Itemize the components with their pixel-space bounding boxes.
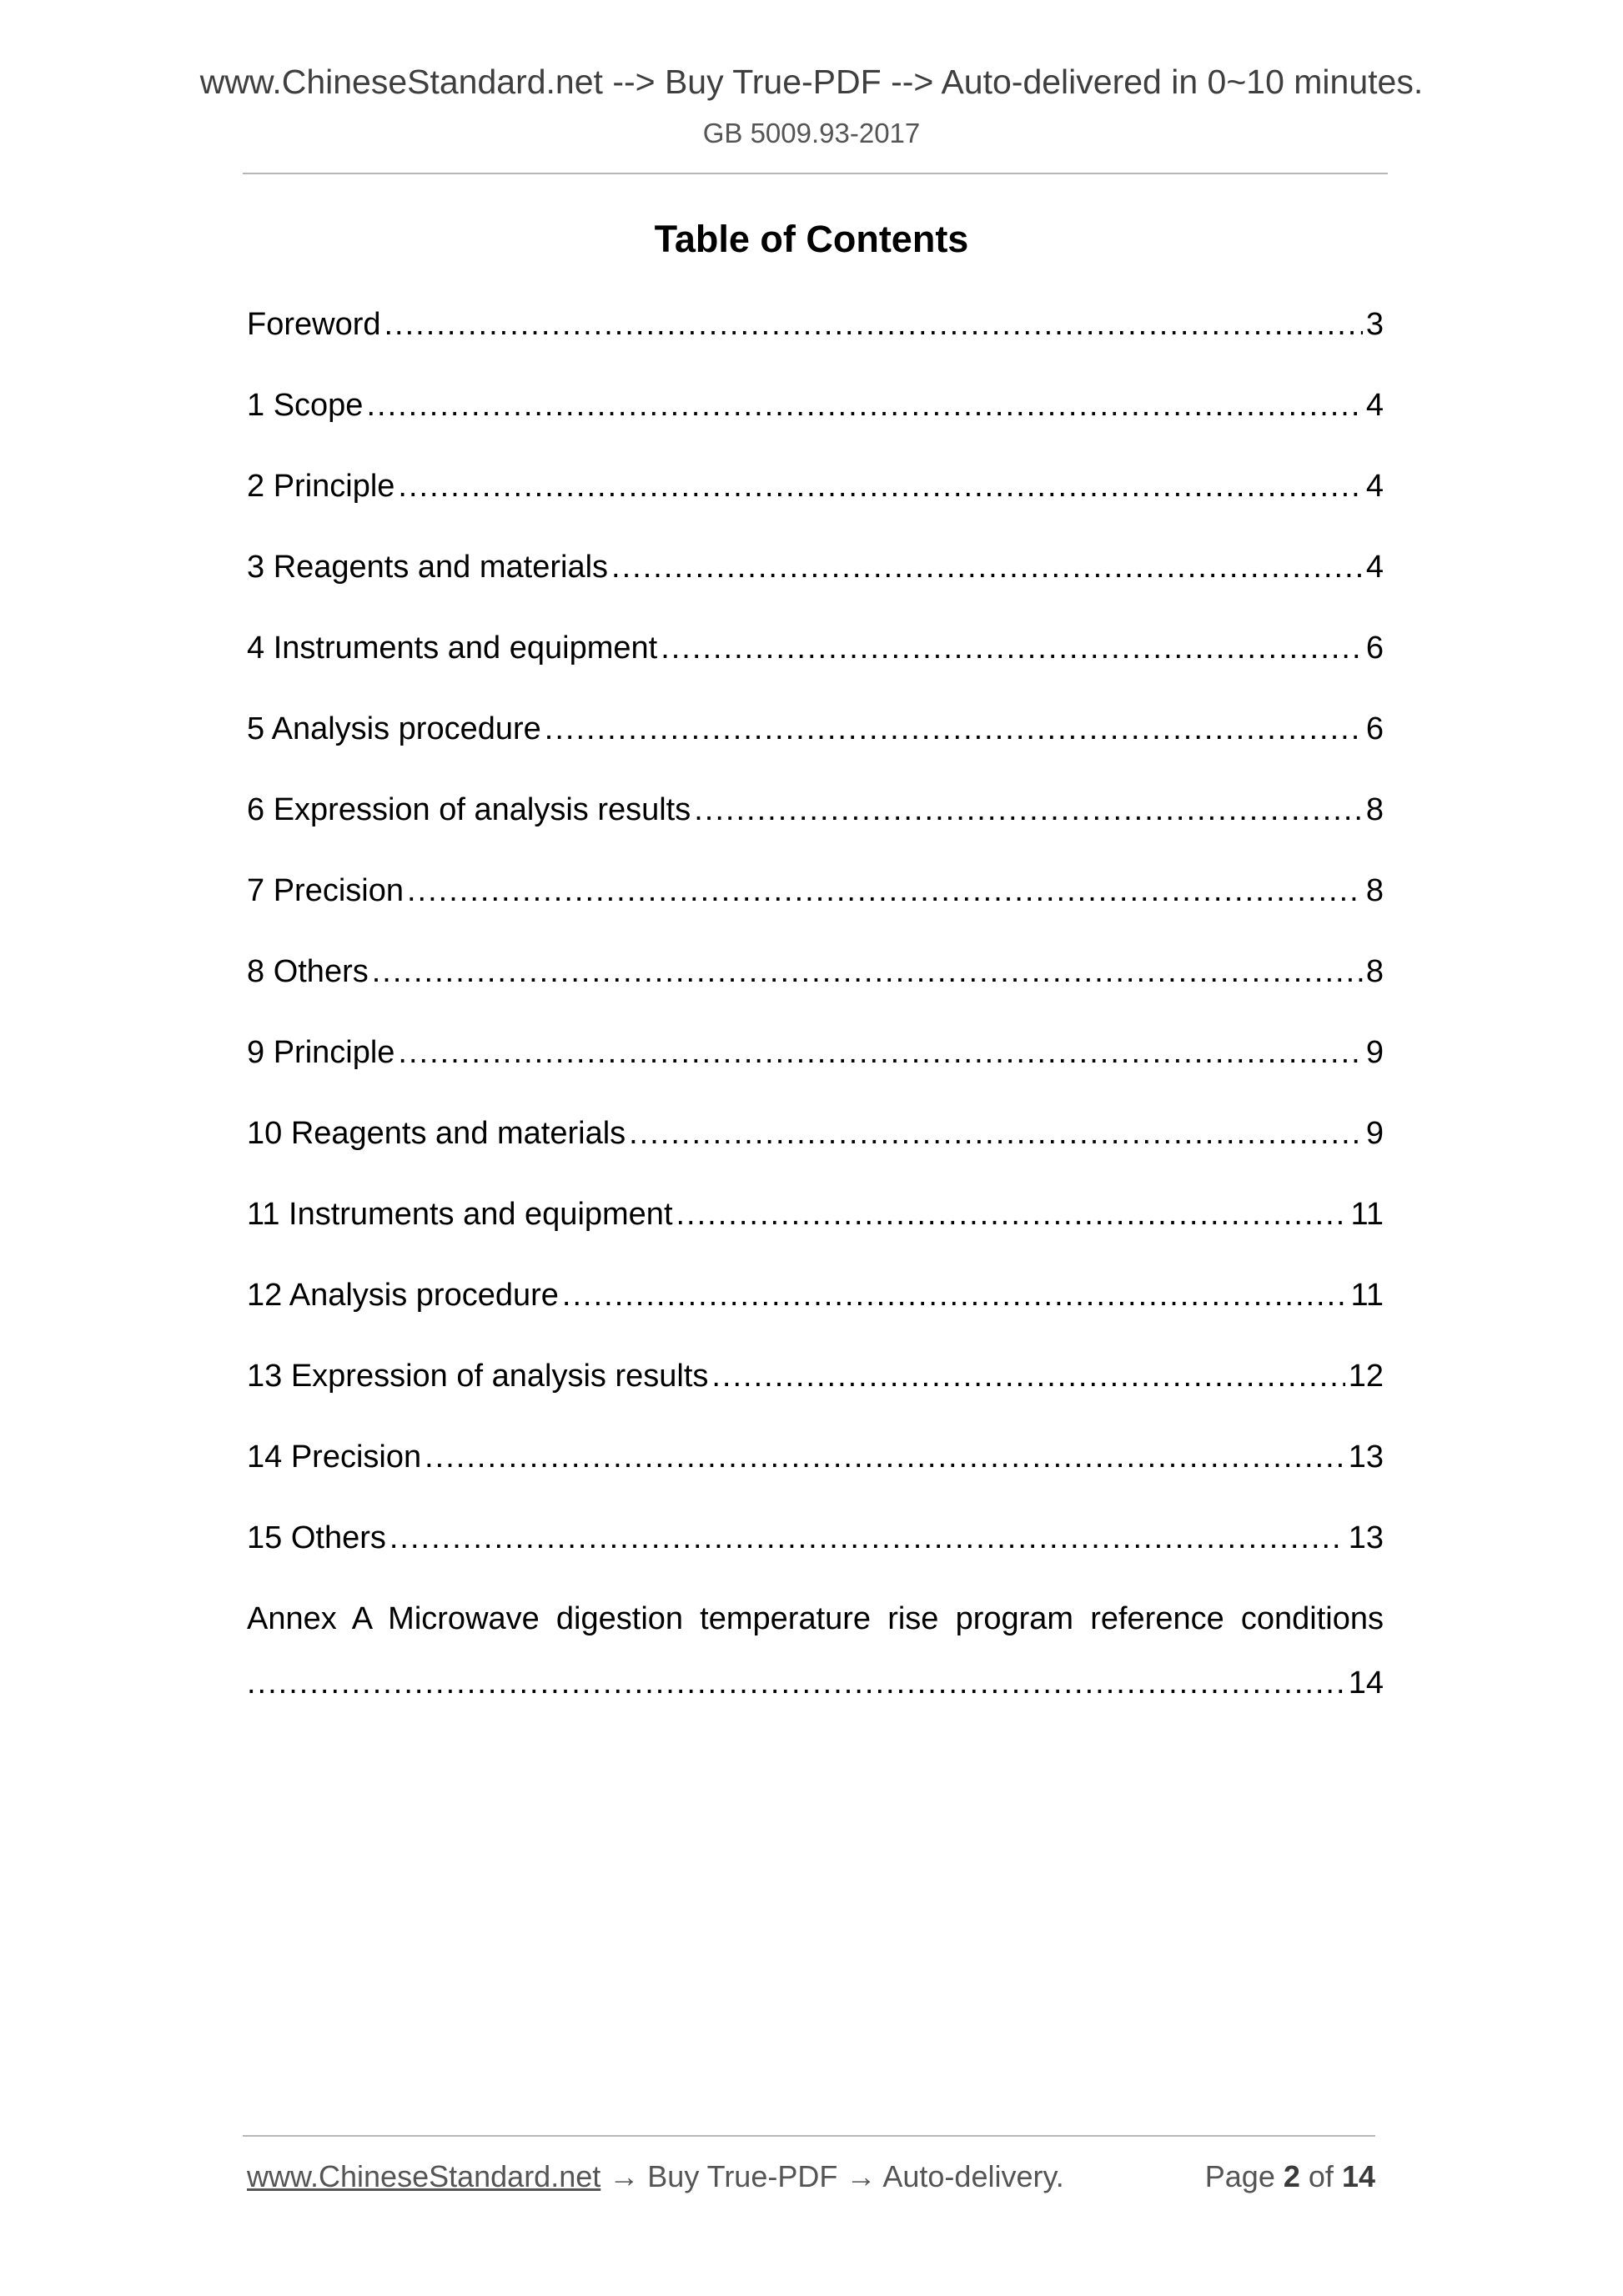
page-total: 14 — [1341, 2159, 1375, 2193]
toc-entry-label: 12 Analysis procedure — [247, 1279, 559, 1313]
toc-entry-label: 10 Reagents and materials — [247, 1118, 626, 1151]
toc-entry-page: 8 — [1365, 875, 1384, 908]
toc-entry-page: 8 — [1365, 794, 1384, 827]
toc-entry-expression-13[interactable] — [247, 1360, 1384, 1441]
footer-divider — [243, 2135, 1375, 2137]
toc-entry-principle-9[interactable] — [247, 1037, 1384, 1118]
toc-entry-page: 6 — [1365, 632, 1384, 666]
toc-entry-label: 6 Expression of analysis results — [247, 794, 691, 827]
toc-entry-page: 13 — [1348, 1522, 1384, 1555]
toc-leader-dots — [407, 875, 1363, 907]
toc-entry-label: 8 Others — [247, 956, 369, 989]
toc-entry-instruments-11[interactable] — [247, 1198, 1384, 1279]
toc-entry-label: 1 Scope — [247, 389, 364, 423]
header-banner: www.ChineseStandard.net --> Buy True-PDF --> Auto-delivered in 0~10 minutes. — [199, 63, 1424, 101]
toc-entry-precision[interactable] — [247, 875, 1384, 956]
toc-entry-page: 4 — [1365, 551, 1384, 585]
toc-entry-page: 4 — [1365, 389, 1384, 423]
toc-entry-label: 9 Principle — [247, 1037, 395, 1070]
arrow-right-icon: → — [609, 2159, 640, 2193]
toc-entry-precision-14[interactable] — [247, 1441, 1384, 1522]
toc-entry-label: 7 Precision — [247, 875, 404, 908]
toc-leader-dots — [425, 1441, 1345, 1473]
toc-entry-label: Foreword — [247, 309, 381, 342]
toc-entry-page: 6 — [1365, 713, 1384, 746]
page-of: of — [1308, 2159, 1334, 2193]
toc-leader-dots — [389, 1522, 1345, 1554]
toc-leader-dots — [247, 1667, 1345, 1699]
toc-leader-dots — [629, 1118, 1363, 1149]
toc-entry-label: 11 Instruments and equipment — [247, 1198, 673, 1232]
toc-entry-analysis-procedure-12[interactable] — [247, 1279, 1384, 1360]
toc-entry-label: Annex A Microwave digestion temperature rise program reference conditions — [247, 1603, 1384, 1636]
toc-entry-page: 4 — [1365, 470, 1384, 504]
page-number — [1204, 2159, 1375, 2193]
toc-entry-page: 13 — [1348, 1441, 1384, 1475]
toc-entry-instruments[interactable] — [247, 632, 1384, 713]
page-title: Table of Contents — [654, 218, 969, 260]
toc-leader-dots — [694, 794, 1363, 826]
footer-promo — [247, 2159, 1064, 2193]
toc-entry-page: 9 — [1365, 1118, 1384, 1151]
toc-annex-leader-line — [247, 1667, 1384, 1699]
toc-entry-others-15[interactable] — [247, 1522, 1384, 1603]
toc-entry-reagents[interactable] — [247, 551, 1384, 632]
toc-leader-dots — [398, 1037, 1362, 1068]
toc-entry-page: 11 — [1350, 1279, 1384, 1313]
toc-entry-foreword[interactable] — [247, 309, 1384, 389]
toc-entry-label: 5 Analysis procedure — [247, 713, 541, 746]
toc-entry-page: 14 — [1348, 1667, 1384, 1699]
header-divider — [243, 173, 1388, 174]
footer-buy-text: Buy True-PDF — [647, 2159, 838, 2193]
toc-leader-dots — [676, 1198, 1348, 1230]
toc-leader-dots — [384, 309, 1363, 340]
toc-entry-label: 3 Reagents and materials — [247, 551, 609, 585]
toc-leader-dots — [562, 1279, 1348, 1311]
toc-entry-page: 8 — [1365, 956, 1384, 989]
arrow-right-icon: → — [846, 2159, 877, 2193]
page-prefix: Page — [1204, 2159, 1275, 2193]
toc-entry-reagents-10[interactable] — [247, 1118, 1384, 1198]
footer-site-link[interactable]: www.ChineseStandard.net — [247, 2159, 601, 2193]
toc-entry-analysis-procedure[interactable] — [247, 713, 1384, 794]
toc-entry-label: 4 Instruments and equipment — [247, 632, 658, 666]
toc-leader-dots — [611, 551, 1363, 583]
toc-entry-page: 9 — [1365, 1037, 1384, 1070]
toc-entry-annex-a[interactable] — [247, 1603, 1384, 1699]
toc-entry-label: 15 Others — [247, 1522, 386, 1555]
toc-leader-dots — [372, 956, 1363, 987]
toc-entry-page: 12 — [1348, 1360, 1384, 1394]
table-of-contents — [247, 309, 1384, 1699]
toc-leader-dots — [398, 470, 1362, 502]
toc-entry-page: 3 — [1365, 309, 1384, 342]
toc-entry-page: 11 — [1350, 1198, 1384, 1232]
toc-entry-label: 2 Principle — [247, 470, 395, 504]
toc-entry-expression[interactable] — [247, 794, 1384, 875]
toc-leader-dots — [711, 1360, 1344, 1392]
toc-leader-dots — [545, 713, 1363, 745]
toc-entry-label: 13 Expression of analysis results — [247, 1360, 709, 1394]
standard-number: GB 5009.93-2017 — [702, 118, 921, 148]
toc-leader-dots — [366, 389, 1362, 421]
toc-entry-principle[interactable] — [247, 470, 1384, 551]
toc-entry-others[interactable] — [247, 956, 1384, 1037]
toc-leader-dots — [661, 632, 1363, 664]
footer-delivery-text: Auto-delivery. — [882, 2159, 1064, 2193]
toc-entry-scope[interactable] — [247, 389, 1384, 470]
page-current: 2 — [1283, 2159, 1300, 2193]
toc-entry-label: 14 Precision — [247, 1441, 422, 1475]
